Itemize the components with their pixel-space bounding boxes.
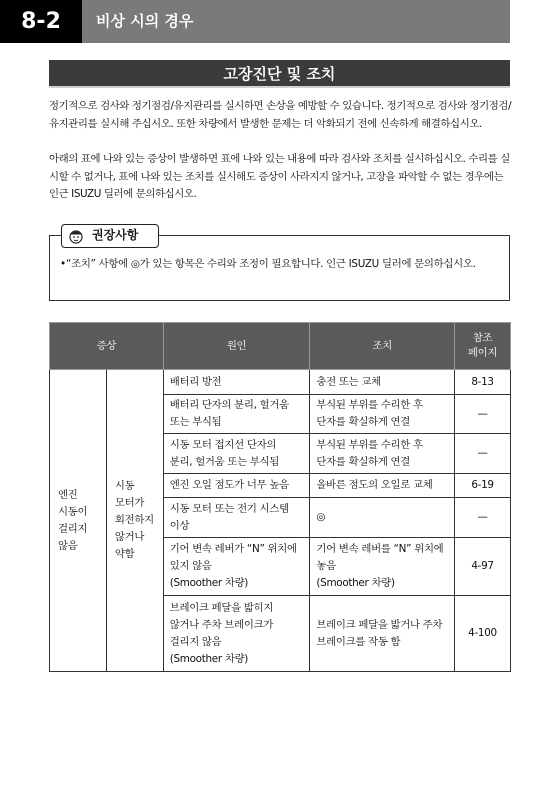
ref-cell: 8-13 (455, 370, 511, 395)
action-cell: 브레이크 페달을 밟거나 주차 브레이크를 작동 함 (310, 596, 455, 672)
bullet-marker: • (60, 258, 66, 270)
ref-cell: 6-19 (455, 474, 511, 498)
section-title: 고장진단 및 조치 (49, 60, 510, 88)
action-cell: 기어 변속 레버를 “N” 위치에 놓음 (Smoother 차량) (310, 538, 455, 596)
action-cell: 부식된 부위를 수리한 후 단자를 확실하게 연결 (310, 434, 455, 474)
symptom-sub: 시동 모터가 회전하지 않거나 약함 (106, 370, 163, 672)
action-cell: ◎ (310, 498, 455, 538)
ref-cell: 4-97 (455, 538, 511, 596)
action-cell: 충전 또는 교체 (310, 370, 455, 395)
header-cause: 원인 (163, 323, 310, 370)
header-ref: 참조 페이지 (455, 323, 511, 370)
mechanic-face-icon (68, 228, 84, 244)
ref-cell: — (455, 434, 511, 474)
troubleshooting-table (49, 322, 511, 672)
cause-cell: 시동 모터 접지선 단자의 분리, 헐거움 또는 부식됨 (163, 434, 310, 474)
ref-cell: 4-100 (455, 596, 511, 672)
table-header-row (50, 323, 511, 370)
action-cell: 올바른 점도의 오일로 교체 (310, 474, 455, 498)
recommendation-label: 권장사항 (92, 228, 139, 242)
page-number: 8-2 (0, 0, 82, 43)
cause-cell: 시동 모터 또는 전기 시스템 이상 (163, 498, 310, 538)
intro-paragraph-1: 정기적으로 검사와 정기점검/유지관리를 실시하면 손상을 예방할 수 있습니다. 정기적으로 검사와 정기점검/유지관리를 실시해 주십시오. 또한 차량에서 발생한 문제는 더 악화되기 전에 신속하게 해결하십시오. (49, 100, 512, 130)
action-cell: 부식된 부위를 수리한 후 단자를 확실하게 연결 (310, 395, 455, 434)
cause-cell: 배터리 단자의 분리, 헐거움 또는 부식됨 (163, 395, 310, 434)
ref-cell: — (455, 498, 511, 538)
header-symptom: 증상 (50, 323, 164, 370)
cause-cell: 배터리 방전 (163, 370, 310, 395)
intro-paragraph-2: 아래의 표에 나와 있는 증상이 발생하면 표에 나와 있는 내용에 따라 검사와 조치를 실시하십시오. 수리를 실시할 수 없거나, 표에 나와 있는 조치를 실시해도 증상이 사라지지 않거나, 고장을 파악할 수 없는 경우에는 인근 ISUZU 딜러에 문의하십시오. (49, 153, 510, 200)
chapter-title: 비상 시의 경우 (82, 0, 510, 43)
symptom-main: 엔진 시동이 걸리지 않음 (50, 370, 107, 672)
recommendation-text (60, 256, 504, 274)
cause-cell: 엔진 오일 점도가 너무 높음 (163, 474, 310, 498)
page-header (0, 0, 510, 43)
ref-cell: — (455, 395, 511, 434)
cause-cell: 브레이크 페달을 밟히지 않거나 주차 브레이크가 걸리지 않음 (Smoother 차량) (163, 596, 310, 672)
recommendation-badge (61, 224, 159, 248)
recommendation-body: “조치” 사항에 ◎가 있는 항목은 수리와 조정이 필요합니다. 인근 ISUZU 딜러에 문의하십시오. (66, 258, 476, 270)
cause-cell: 기어 변속 레버가 “N” 위치에 있지 않음 (Smoother 차량) (163, 538, 310, 596)
table-row (50, 370, 511, 395)
header-action: 조치 (310, 323, 455, 370)
